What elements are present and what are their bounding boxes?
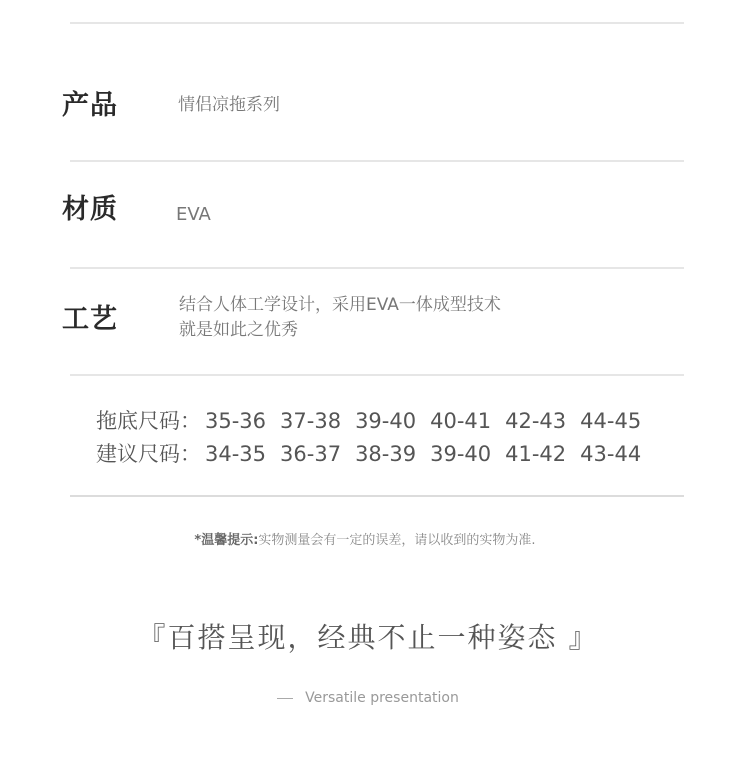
craft-value bbox=[179, 293, 501, 342]
product-value: 情侣凉拖系列 bbox=[178, 95, 280, 115]
suggested-size: 34-35 bbox=[205, 442, 267, 466]
suggested-size-label: 建议尺码： bbox=[96, 442, 201, 466]
craft-line-1: 结合人体工学设计，采用EVA一体成型技术 bbox=[179, 295, 501, 315]
suggested-size-row bbox=[96, 444, 655, 465]
divider-4 bbox=[70, 495, 684, 497]
slipper-size: 42-43 bbox=[505, 409, 567, 433]
slipper-size: 44-45 bbox=[580, 409, 642, 433]
divider-3 bbox=[70, 374, 684, 376]
divider-1 bbox=[70, 160, 684, 162]
material-value: EVA bbox=[176, 204, 211, 225]
divider-2 bbox=[70, 267, 684, 269]
material-label: 材质 bbox=[62, 194, 118, 225]
craft-line-2: 就是如此之优秀 bbox=[179, 319, 298, 340]
product-label: 产品 bbox=[62, 90, 118, 121]
divider-top bbox=[70, 22, 684, 24]
suggested-size: 39-40 bbox=[430, 442, 492, 466]
slipper-size-label: 拖底尺码： bbox=[96, 409, 201, 433]
size-note bbox=[0, 529, 730, 548]
suggested-size: 38-39 bbox=[355, 442, 417, 466]
suggested-size: 36-37 bbox=[280, 442, 342, 466]
slipper-size: 37-38 bbox=[280, 409, 342, 433]
note-label: *温馨提示: bbox=[194, 533, 259, 548]
dash-decoration bbox=[277, 698, 293, 699]
subtitle-line bbox=[0, 690, 736, 706]
suggested-size: 41-42 bbox=[505, 442, 567, 466]
slipper-size: 35-36 bbox=[205, 409, 267, 433]
slogan: 『百搭呈现，经典不止一种姿态 』 bbox=[137, 621, 599, 654]
slipper-size-row bbox=[96, 411, 655, 432]
suggested-size: 43-44 bbox=[580, 442, 642, 466]
slipper-size: 39-40 bbox=[355, 409, 417, 433]
slipper-size: 40-41 bbox=[430, 409, 492, 433]
note-text: 实物测量会有一定的误差，请以收到的实物为准. bbox=[258, 533, 536, 548]
subtitle: Versatile presentation bbox=[305, 690, 459, 706]
craft-label: 工艺 bbox=[62, 304, 118, 335]
